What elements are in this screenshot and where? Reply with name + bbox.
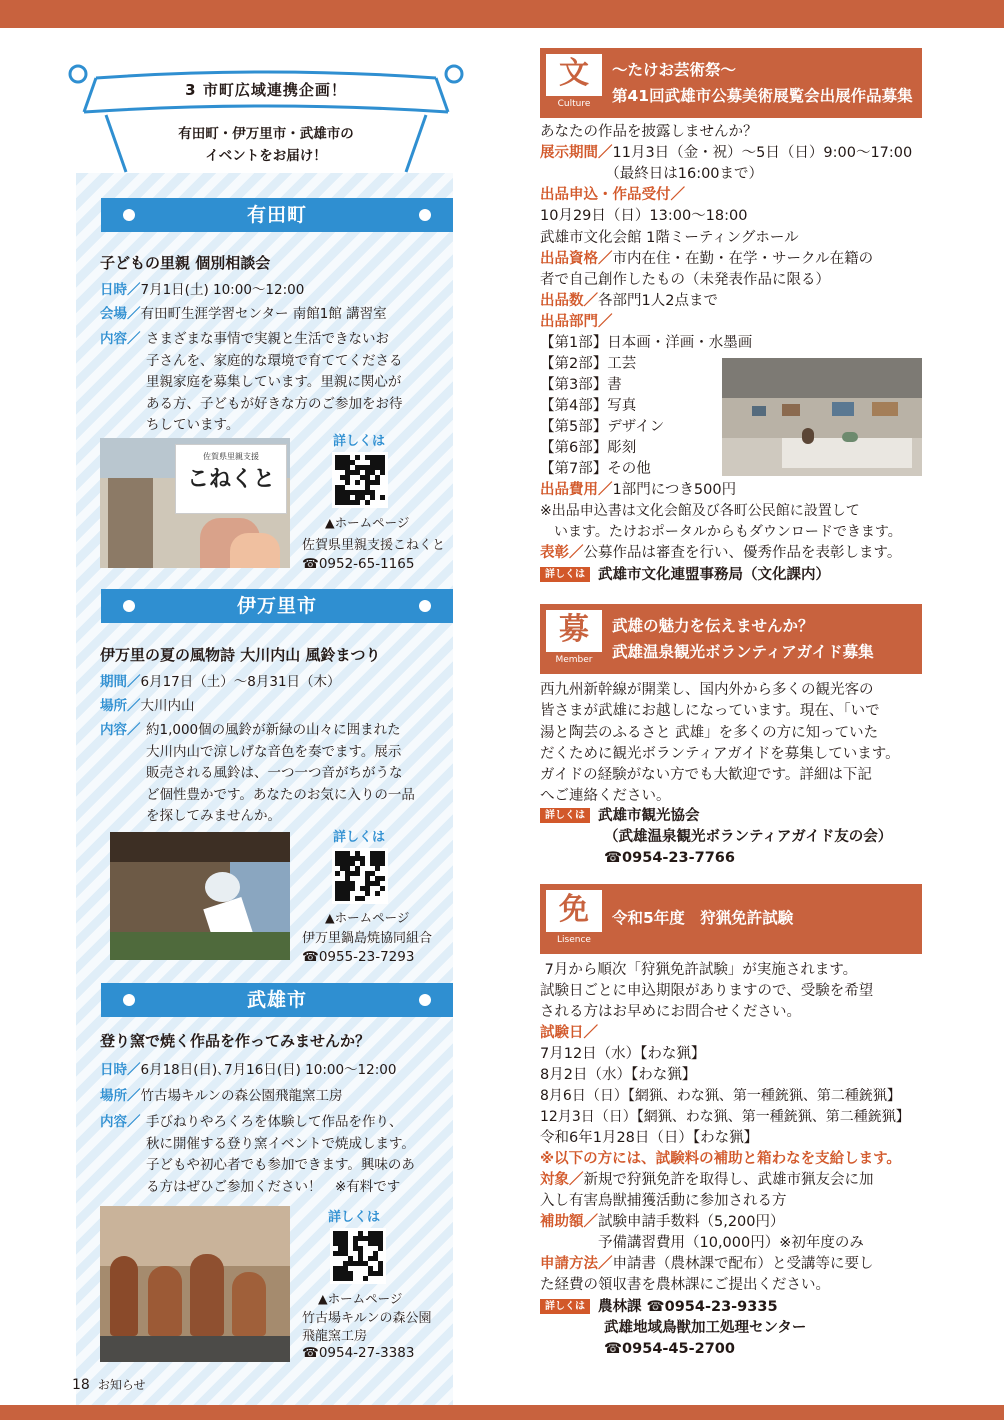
bottom-bar: [0, 1405, 1004, 1420]
culture-div-1: 【第1部】日本画・洋画・水墨画: [540, 335, 753, 351]
licence-amount-2: 予備講習費用（10,000円）※初年度のみ: [540, 1235, 864, 1251]
event-date-takeo: 日時／6月18日(日)､7月16日(日) 10:00～12:00: [100, 1062, 397, 1078]
culture-head: [540, 48, 922, 118]
culture-note-2: います。たけおポータルからもダウンロードできます。: [540, 524, 902, 540]
licence-contact-1: 詳しくは 農林課 ☎0954-23-9335: [540, 1297, 778, 1318]
tel-imari: ☎0955-23-7293: [302, 949, 415, 965]
event-place-imari: 場所／大川内山: [100, 698, 195, 714]
licence-date-1: 7月12日（水）【わな猟】: [540, 1046, 706, 1062]
culture-qual: 出品資格／市内在住・在勤・在学・サークル在籍の: [540, 251, 874, 267]
member-body: 西九州新幹線が開業し、国内外から多くの観光客の 皆さまが武雄にお越しになっています。現在、「いで 湯と陶芸のふるさと 武雄」を多くの方に知っていた だくために観光ボランティアガイドを募集しています。 ガイドの経験がない方でも大歓迎です。詳細は下記 へご連絡ください。: [540, 682, 900, 805]
event-content-label-takeo: 内容／: [100, 1114, 141, 1130]
culture-title-2: 第41回武雄市公募美術展覧会出展作品募集: [612, 87, 913, 105]
culture-div-2: 【第2部】工芸: [540, 356, 637, 372]
more-label-imari: 詳しくは: [333, 830, 386, 845]
licence-method: 申請方法／申請書（農林課で配布）と受講等に要し: [540, 1256, 874, 1272]
tel-takeo: ☎0954-27-3383: [302, 1345, 415, 1361]
event-place-arita: 会場／有田町生涯学習センター 南館1館 講習室: [100, 306, 387, 322]
org-takeo: 竹古場キルンの森公園 飛龍窯工房: [302, 1311, 432, 1344]
licence-contact-3: ☎0954-45-2700: [604, 1341, 735, 1357]
event-content-takeo: 手びねりやろくろを体験して作品を作り、 秋に開催する登り窯イベントで焼成します。 子どもや初心者でも参加できます。興味のあ る方はぜひご参加ください！ ※有料です: [146, 1114, 415, 1195]
culture-qual-2: 者で自己創作したもの（未発表作品に限る）: [540, 272, 830, 288]
culture-recv-1: 10月29日（日）13:00～18:00: [540, 208, 748, 224]
culture-div-7: 【第7部】その他: [540, 461, 651, 477]
dot-icon: [419, 994, 431, 1006]
licence-date-5: 令和6年1月28日（日）【わな猟】: [540, 1130, 759, 1146]
tel-arita: ☎0952-65-1165: [302, 556, 415, 572]
licence-head: [540, 884, 922, 954]
hp-label-takeo: ▲ホームページ: [318, 1291, 403, 1306]
licence-intro: 7月から順次「狩猟免許試験」が実施されます。 試験日ごとに申込期限がありますので、受験を希望 される方はお早めにお問合せください。: [540, 962, 874, 1021]
dot-icon: [123, 600, 135, 612]
dot-icon: [123, 994, 135, 1006]
culture-title-1: ～たけお芸術祭～: [612, 61, 737, 79]
hp-label-imari: ▲ホームページ: [325, 910, 410, 925]
licence-title: 令和5年度 狩猟免許試験: [612, 909, 794, 927]
org-arita: 佐賀県里親支援こねくと: [302, 538, 446, 553]
org-imari: 伊万里鍋島焼協同組合: [302, 931, 433, 946]
photo-arita: 佐賀県里親支援 こねくと: [100, 438, 290, 568]
culture-recv-label: 出品申込・作品受付／: [540, 187, 685, 203]
culture-div-3: 【第3部】書: [540, 377, 622, 393]
more-label-takeo: 詳しくは: [328, 1210, 381, 1225]
culture-div-label: 出品部門／: [540, 314, 613, 330]
licence-date-3: 8月6日（日）【網猟、わな猟、第一種銃猟、第二種銃猟】: [540, 1088, 901, 1104]
culture-div-4: 【第4部】写真: [540, 398, 637, 414]
photo-exhibition: [722, 358, 922, 476]
top-bar: [0, 0, 1004, 28]
event-content-label-imari: 内容／: [100, 722, 141, 738]
qr-code-arita[interactable]: [332, 452, 388, 508]
licence-target-2: 入し有害鳥獣捕獲活動に参加される方: [540, 1193, 787, 1209]
event-content-imari: 約1,000個の風鈴が新緑の山々に囲まれた 大川内山で涼しげな音色を奏でます。展示 販売される風鈴は、一つ一つ音がちがうな ど個性豊かです。あなたのお気に入りの一品 を探してみませんか。: [146, 722, 415, 824]
event-content-label-arita: 内容／: [100, 331, 141, 347]
member-contact-1: 詳しくは 武雄市観光協会: [540, 806, 700, 827]
culture-intro: あなたの作品を披露しませんか？: [540, 124, 758, 140]
event-date-arita: 日時／7月1日(土) 10:00～12:00: [100, 282, 305, 298]
section-head-takeo: 武雄市: [101, 983, 453, 1017]
licence-notice: ※以下の方には、試験料の補助と箱わなを支給します。: [540, 1151, 901, 1167]
member-title-1: 武雄の魅力を伝えませんか？: [612, 617, 814, 635]
dot-icon: [419, 600, 431, 612]
event-date-imari: 期間／6月17日（土）～8月31日（木）: [100, 674, 341, 690]
licence-target: 対象／新規で狩猟免許を取得し、武雄市猟友会に加: [540, 1172, 874, 1188]
more-label-arita: 詳しくは: [333, 434, 386, 449]
culture-fee: 出品費用／1部門につき500円: [540, 482, 737, 498]
event-title-takeo: 登り窯で焼く作品を作ってみませんか？: [100, 1032, 371, 1050]
licence-contact-2: 武雄地域鳥獣加工処理センター: [604, 1320, 807, 1336]
culture-contact: 詳しくは 武雄市文化連盟事務局（文化課内）: [540, 565, 830, 586]
dot-icon: [419, 209, 431, 221]
licence-date-2: 8月2日（水）【わな猟】: [540, 1067, 697, 1083]
member-contact-2: （武雄温泉観光ボランティアガイド友の会）: [604, 829, 893, 845]
footer: [72, 1376, 145, 1393]
qr-code-takeo[interactable]: [330, 1228, 386, 1284]
photo-takeo: [100, 1206, 290, 1362]
hp-label-arita: ▲ホームページ: [325, 515, 410, 530]
banner-line-2: 有田町・伊万里市・武雄市の イベントをお届け！: [178, 126, 354, 164]
culture-award: 表彰／公募作品は審査を行い、優秀作品を表彰します。: [540, 545, 902, 561]
page-number: 18: [72, 1377, 90, 1393]
footer-label: お知らせ: [97, 1378, 146, 1392]
member-head: [540, 604, 922, 674]
banner-line-1: 3 市町広域連携企画！: [185, 81, 347, 99]
member-icon: 募 Member: [546, 610, 602, 668]
member-contact-3: ☎0954-23-7766: [604, 850, 735, 866]
licence-icon: 免 Lisence: [546, 890, 602, 948]
qr-code-imari[interactable]: [332, 848, 388, 904]
culture-recv-2: 武雄市文化会館 1階ミーティングホール: [540, 230, 799, 246]
culture-period-note: （最終日は16:00まで）: [540, 166, 764, 182]
licence-date-label: 試験日／: [540, 1025, 598, 1041]
section-head-arita: 有田町: [101, 198, 453, 232]
event-title-imari: 伊万里の夏の風物詩 大川内山 風鈴まつり: [100, 646, 381, 664]
event-content-arita: さまざまな事情で実親と生活できないお 子さんを、家庭的な環境で育ててくださる 里親家庭を募集しています。里親に関心が ある方、子どもが好きな方のご参加をお待 ちしています。: [146, 331, 403, 433]
licence-date-4: 12月3日（日）【網猟、わな猟、第一種銃猟、第二種銃猟】: [540, 1109, 910, 1125]
event-place-takeo: 場所／竹古場キルンの森公園飛龍窯工房: [100, 1088, 343, 1104]
section-head-imari: 伊万里市: [101, 589, 453, 623]
photo-imari: [110, 832, 290, 960]
member-title-2: 武雄温泉観光ボランティアガイド募集: [612, 643, 874, 661]
licence-method-2: た経費の領収書を農林課にご提出ください。: [540, 1277, 830, 1293]
culture-num: 出品数／各部門1人2点まで: [540, 293, 718, 309]
culture-div-5: 【第5部】デザイン: [540, 419, 665, 435]
event-title-arita: 子どもの里親 個別相談会: [100, 254, 271, 272]
dot-icon: [123, 209, 135, 221]
licence-amount: 補助額／試験申請手数料（5,200円）: [540, 1214, 785, 1230]
culture-note-1: ※出品申込書は文化会館及び各町公民館に設置して: [540, 503, 860, 519]
culture-period: 展示期間／11月3日（金・祝）～5日（日）9:00～17:00: [540, 145, 913, 161]
banner: [66, 60, 466, 180]
culture-div-6: 【第6部】彫刻: [540, 440, 637, 456]
culture-icon: 文 Culture: [546, 54, 602, 112]
